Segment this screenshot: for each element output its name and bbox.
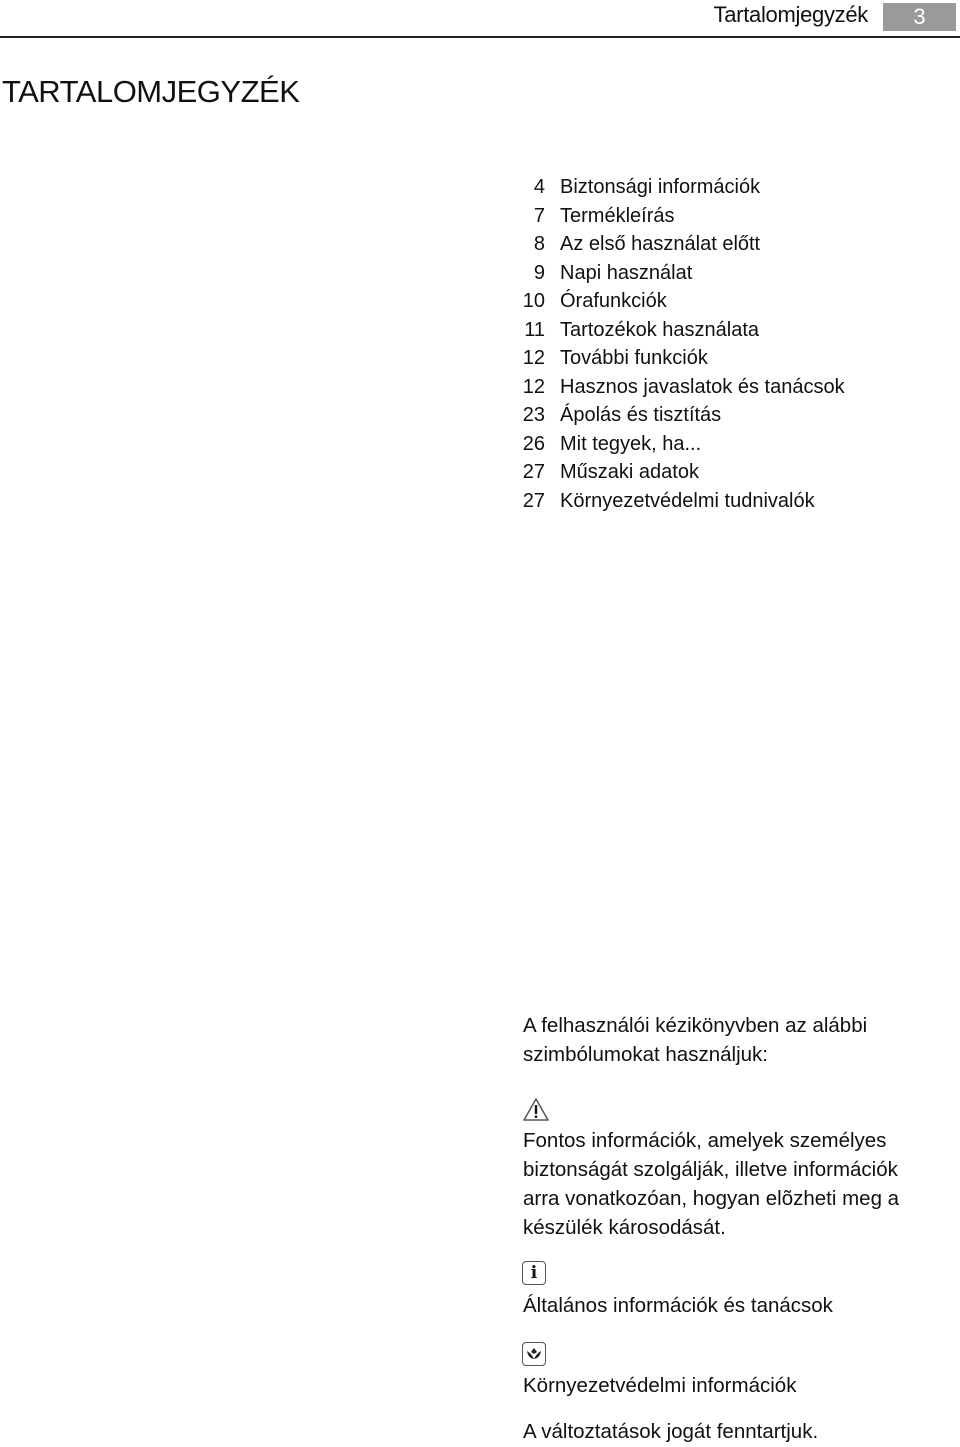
intro-line: A felhasználói kézikönyvben az alábbi xyxy=(523,1014,868,1037)
warning-description xyxy=(523,1126,899,1242)
toc-label: Ápolás és tisztítás xyxy=(560,404,722,426)
toc-page: 27 xyxy=(522,489,545,512)
warning-icon xyxy=(522,1097,550,1128)
header-title: Tartalomjegyzék xyxy=(713,2,868,27)
toc-page: 10 xyxy=(522,290,545,312)
warning-line: arra vonatkozóan, hogyan elõzheti meg a xyxy=(523,1187,900,1210)
toc-page: 12 xyxy=(522,347,545,369)
toc-page: 27 xyxy=(522,461,545,483)
toc-page: 23 xyxy=(522,404,545,426)
page-number: 3 xyxy=(883,3,956,31)
toc-label: Környezetvédelmi tudnivalók xyxy=(560,489,815,512)
table-of-contents xyxy=(500,173,845,515)
toc-entry[interactable] xyxy=(500,458,845,487)
toc-entry[interactable] xyxy=(500,487,845,516)
toc-entry[interactable] xyxy=(500,316,845,345)
toc-page: 9 xyxy=(533,261,545,284)
toc-entry[interactable] xyxy=(500,173,845,202)
toc-entry[interactable] xyxy=(500,430,845,459)
toc-entry[interactable] xyxy=(500,373,845,402)
header-divider xyxy=(0,36,960,38)
toc-entry[interactable] xyxy=(500,230,845,259)
toc-page: 12 xyxy=(522,375,545,398)
toc-label: Tartozékok használata xyxy=(560,318,760,341)
toc-entry[interactable] xyxy=(500,287,845,316)
toc-label: Műszaki adatok xyxy=(560,461,699,483)
toc-page: 26 xyxy=(522,432,545,455)
warning-line: készülék károsodását. xyxy=(523,1216,726,1239)
info-icon: i xyxy=(522,1261,546,1285)
warning-line: Fontos információk, amelyek személyes xyxy=(523,1129,887,1152)
toc-entry[interactable] xyxy=(500,344,845,373)
footer-note: A változtatások jogát fenntartjuk. xyxy=(523,1420,819,1443)
environment-description: Környezetvédelmi információk xyxy=(523,1374,797,1397)
toc-page: 4 xyxy=(533,176,545,198)
toc-entry[interactable] xyxy=(500,202,845,231)
toc-page: 7 xyxy=(533,204,545,227)
intro-line: szimbólumokat használjuk: xyxy=(523,1043,768,1066)
page-title: TARTALOMJEGYZÉK xyxy=(2,74,300,109)
toc-label: Biztonsági információk xyxy=(560,176,761,198)
toc-label: További funkciók xyxy=(560,347,708,369)
toc-label: Termékleírás xyxy=(560,204,675,227)
environment-icon xyxy=(522,1342,546,1366)
toc-label: Órafunkciók xyxy=(560,290,667,312)
toc-label: Mit tegyek, ha... xyxy=(560,432,702,455)
warning-line: biztonságát szolgálják, illetve információk xyxy=(523,1158,898,1181)
toc-entry[interactable] xyxy=(500,259,845,288)
toc-label: Hasznos javaslatok és tanácsok xyxy=(560,375,845,398)
toc-page: 8 xyxy=(533,233,545,255)
toc-entry[interactable] xyxy=(500,401,845,430)
info-description: Általános információk és tanácsok xyxy=(523,1294,833,1317)
symbols-intro xyxy=(523,1011,867,1069)
toc-label: Napi használat xyxy=(560,261,693,284)
toc-page: 11 xyxy=(524,318,545,341)
toc-label: Az első használat előtt xyxy=(560,233,761,255)
